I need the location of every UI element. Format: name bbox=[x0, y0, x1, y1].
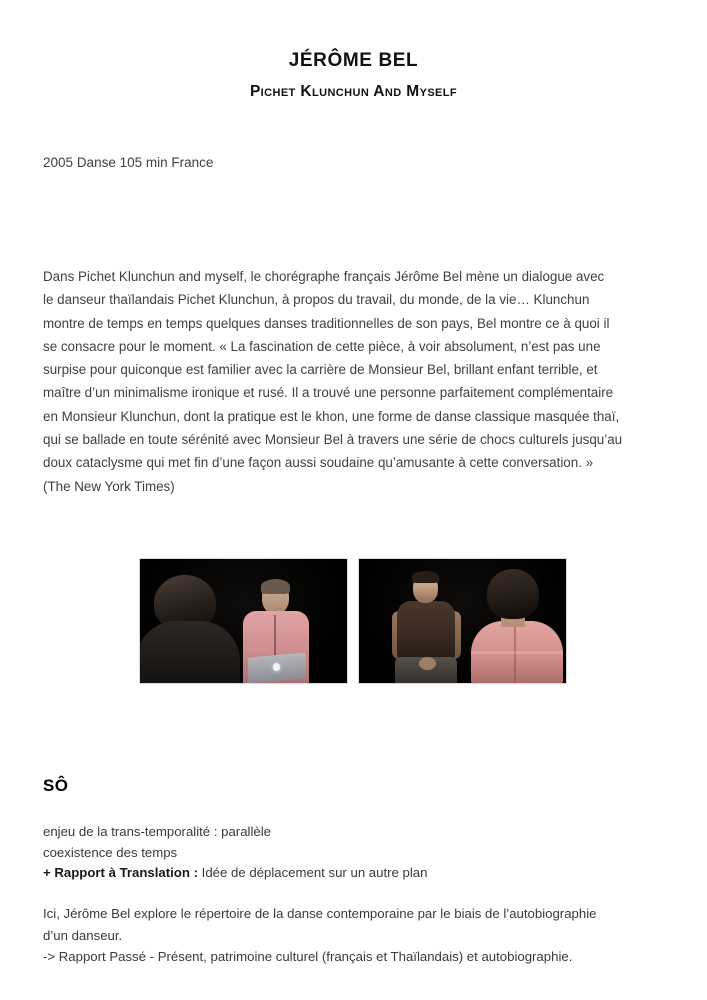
meta-genre: Danse bbox=[76, 155, 116, 170]
description-line: surpise pour quiconque est familier avec la carrière de Monsieur Bel, brillant enfant terrible, et bbox=[43, 362, 598, 378]
description-line: maître d’un minimalisme ironique et rusé. Il a trouvé une personne parfaitement complémentaire bbox=[43, 385, 614, 401]
description-line: se consacre pour le moment. « La fascination de cette pièce, à voir absolument, n’est pas une bbox=[43, 338, 601, 354]
page-title: JÉRÔME BEL bbox=[288, 50, 419, 71]
dancer-back-torso bbox=[139, 621, 240, 684]
closing-paragraph bbox=[43, 903, 657, 968]
shirt-seam bbox=[514, 625, 516, 683]
shirt-stripe bbox=[471, 651, 563, 654]
metadata-block bbox=[43, 151, 213, 174]
description-line: montre de temps en temps quelques danses traditionnelles de son pays, Bel montre ce à quoi il bbox=[43, 315, 610, 331]
note-line-rapport bbox=[43, 863, 653, 884]
meta-year: 2005 bbox=[43, 155, 74, 170]
meta-country: France bbox=[171, 155, 214, 170]
notes-heading: SÔ bbox=[43, 776, 69, 795]
notes-block bbox=[43, 822, 653, 884]
description-source: (The New York Times) bbox=[43, 478, 175, 494]
note-line: enjeu de la trans-temporalité : parallèle bbox=[43, 824, 271, 839]
photo-row bbox=[139, 558, 567, 684]
performer-hair bbox=[261, 579, 290, 594]
seated-dancer-torso bbox=[397, 601, 455, 659]
description-line: qui se ballade en toute sérénité avec Monsieur Bel à travers une série de chocs culturels jusqu’au bbox=[43, 432, 623, 448]
note-line: coexistence des temps bbox=[43, 844, 178, 860]
closing-line: Ici, Jérôme Bel explore le répertoire de la danse contemporaine par le biais de l’autobiographie bbox=[43, 906, 597, 921]
note-line-label: + Rapport à Translation : bbox=[43, 865, 198, 880]
standing-figure-head bbox=[487, 569, 539, 619]
page-subtitle: Pichet Klunchun And Myself bbox=[249, 82, 458, 100]
description-line: en Monsieur Klunchun, dont la pratique est le khon, une forme de danse classique masquée thaï, bbox=[43, 408, 620, 424]
seated-dancer-hands bbox=[419, 657, 436, 670]
description-line: doux cataclysme qui met fin d’une façon aussi soudaine qu’amusante à cette conversation. » bbox=[43, 455, 594, 471]
performance-photo-2 bbox=[358, 558, 567, 684]
performance-photo-1 bbox=[139, 558, 348, 684]
closing-line: d’un danseur. bbox=[43, 927, 123, 943]
description-paragraph bbox=[43, 265, 651, 498]
description-line: le danseur thaïlandais Pichet Klunchun, à propos du travail, du monde, de la vie… Klunchun bbox=[43, 292, 590, 308]
title-block bbox=[0, 0, 707, 101]
seated-dancer-hair bbox=[412, 571, 439, 583]
note-line-value: Idée de déplacement sur un autre plan bbox=[201, 865, 428, 880]
closing-line: -> Rapport Passé - Présent, patrimoine culturel (français et Thaïlandais) et autobiographie. bbox=[43, 949, 573, 964]
description-line: Dans Pichet Klunchun and myself, le chorégraphe français Jérôme Bel mène un dialogue avec bbox=[43, 269, 605, 284]
meta-duration: 105 min bbox=[119, 155, 168, 170]
apple-logo-icon bbox=[273, 663, 280, 671]
